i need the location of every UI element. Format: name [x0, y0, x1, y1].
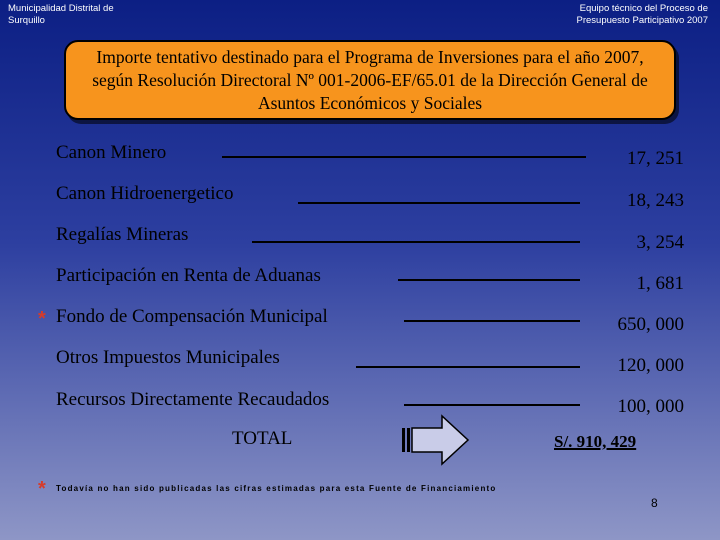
row-value: 17, 251 [627, 148, 684, 169]
row-otros-impuestos [0, 347, 720, 377]
leader-line [404, 320, 580, 322]
page-number: 8 [651, 496, 658, 510]
row-fondo-compensacion [0, 306, 720, 336]
header-team-name: Equipo técnico del Proceso de Presupuesto Participativo 2007 [576, 3, 708, 26]
footnote: Todavía no han sido publicadas las cifras estimadas para esta Fuente de Financiamiento [56, 484, 497, 493]
leader-line [356, 366, 580, 368]
row-regalias-mineras [0, 224, 720, 254]
row-label: Canon Hidroenergetico [56, 183, 234, 204]
right-arrow-icon [402, 414, 470, 466]
leader-line [404, 404, 580, 406]
total-value: S/. 910, 429 [554, 432, 637, 451]
header-org-name: Municipalidad Distrital de Surquillo [8, 3, 114, 26]
star-marker: * [38, 308, 46, 330]
row-label: Recursos Directamente Recaudados [56, 389, 330, 410]
row-value: 1, 681 [636, 273, 684, 294]
row-label: Regalías Mineras [56, 224, 189, 245]
row-canon-minero [0, 142, 720, 172]
row-label: Otros Impuestos Municipales [56, 347, 280, 368]
row-label: Participación en Renta de Aduanas [56, 265, 321, 286]
leader-line [222, 156, 586, 158]
row-label: Canon Minero [56, 142, 167, 163]
row-value: 650, 000 [617, 314, 684, 335]
row-value: 3, 254 [636, 232, 684, 253]
leader-line [252, 241, 580, 243]
row-value: 100, 000 [617, 396, 684, 417]
leader-line [298, 202, 580, 204]
row-recursos-directos [0, 389, 720, 419]
footnote-star-marker: * [38, 478, 46, 500]
slide-title: Importe tentativo destinado para el Programa de Inversiones para el año 2007, según Resolución Directoral Nº 001-2006-EF/65.01 de la Dirección General de Asuntos Económicos y Sociales [92, 46, 648, 113]
title-box [64, 40, 676, 120]
row-value: 18, 243 [627, 190, 684, 211]
row-label: Fondo de Compensación Municipal [56, 306, 328, 327]
leader-line [398, 279, 580, 281]
row-canon-hidroenergetico [0, 183, 720, 213]
row-renta-aduanas [0, 265, 720, 295]
total-label: TOTAL [232, 428, 293, 449]
row-value: 120, 000 [617, 355, 684, 376]
